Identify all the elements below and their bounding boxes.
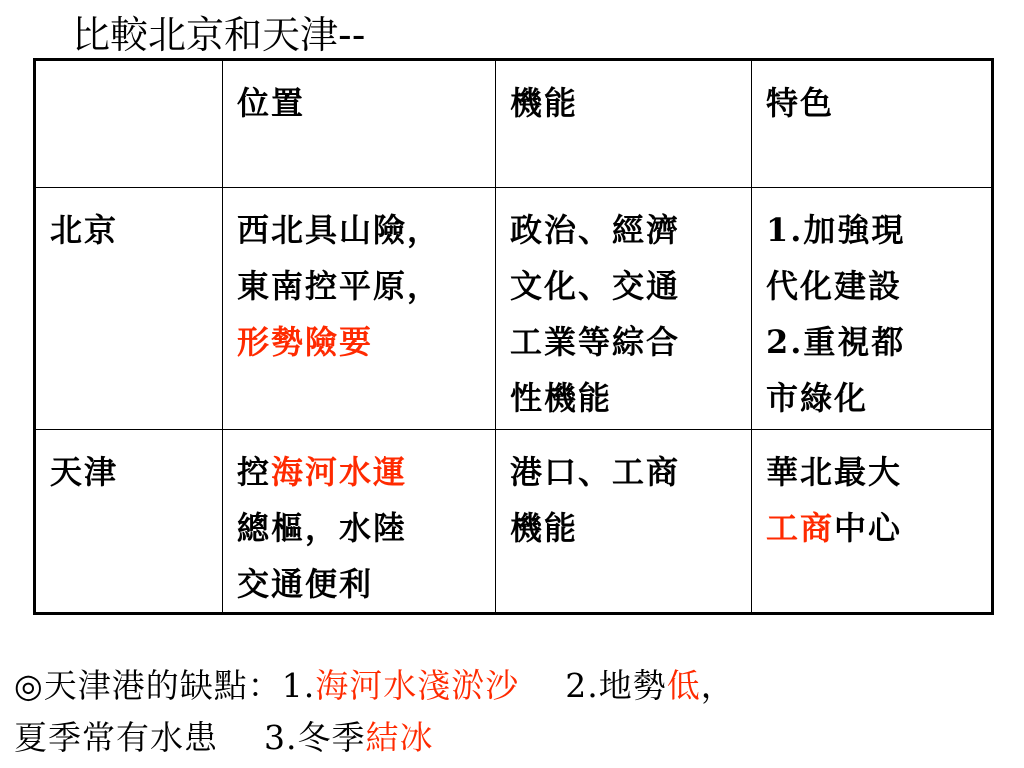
position-line: 西北具山險， xyxy=(237,211,442,249)
note-line-2 xyxy=(14,718,433,758)
position-line: 東南控平原， xyxy=(237,267,442,305)
function-cell-beijing xyxy=(496,188,752,430)
note-text: ， xyxy=(700,666,735,705)
function-line: 性機能 xyxy=(510,379,613,417)
header-cell-empty xyxy=(35,60,223,188)
note-highlight: 海河水淺淤沙 xyxy=(315,666,520,705)
position-text: 控 xyxy=(237,453,272,491)
page-title: 比較北京和天津-- xyxy=(72,13,366,57)
feature-cell-beijing xyxy=(752,188,993,430)
header-cell-function: 機能 xyxy=(496,60,752,188)
position-line: 總樞，水陸 xyxy=(237,509,408,547)
position-cell-beijing xyxy=(223,188,496,430)
table-row-tianjin xyxy=(35,430,993,614)
note-text: 2.地勢 xyxy=(519,666,667,705)
city-cell-beijing: 北京 xyxy=(35,188,223,430)
note-text: ◎天津港的缺點：1. xyxy=(14,666,316,705)
note-line-1 xyxy=(14,666,735,706)
comparison-table xyxy=(33,58,994,615)
position-highlight: 形勢險要 xyxy=(237,323,374,361)
feature-cell-tianjin xyxy=(752,430,993,614)
function-line: 港口、工商 xyxy=(510,453,681,491)
function-line: 文化、交通 xyxy=(510,267,681,305)
city-cell-tianjin: 天津 xyxy=(35,430,223,614)
function-line: 工業等綜合 xyxy=(510,323,681,361)
position-line xyxy=(237,444,485,500)
function-cell-tianjin xyxy=(496,430,752,614)
feature-text: 中心 xyxy=(834,509,903,547)
function-line: 政治、經濟 xyxy=(510,211,681,249)
table-row-beijing xyxy=(35,188,993,430)
table-header-row xyxy=(35,60,993,188)
header-cell-feature: 特色 xyxy=(752,60,993,188)
function-line: 機能 xyxy=(510,509,579,547)
feature-line: 代化建設 xyxy=(766,267,903,305)
feature-line xyxy=(766,500,981,556)
feature-line: 華北最大 xyxy=(766,453,903,491)
note-text: 夏季常有水患 3.冬季 xyxy=(14,718,366,757)
feature-line: 2.重視都 xyxy=(766,323,906,361)
position-highlight: 海河水運 xyxy=(271,453,408,491)
feature-highlight: 工商 xyxy=(766,509,835,547)
note-highlight: 低 xyxy=(666,666,701,705)
header-cell-position: 位置 xyxy=(223,60,496,188)
feature-line: 市綠化 xyxy=(766,379,869,417)
position-cell-tianjin xyxy=(223,430,496,614)
note-highlight: 結冰 xyxy=(365,718,434,757)
feature-line: 1.加強現 xyxy=(766,211,906,249)
position-line: 交通便利 xyxy=(237,565,374,603)
